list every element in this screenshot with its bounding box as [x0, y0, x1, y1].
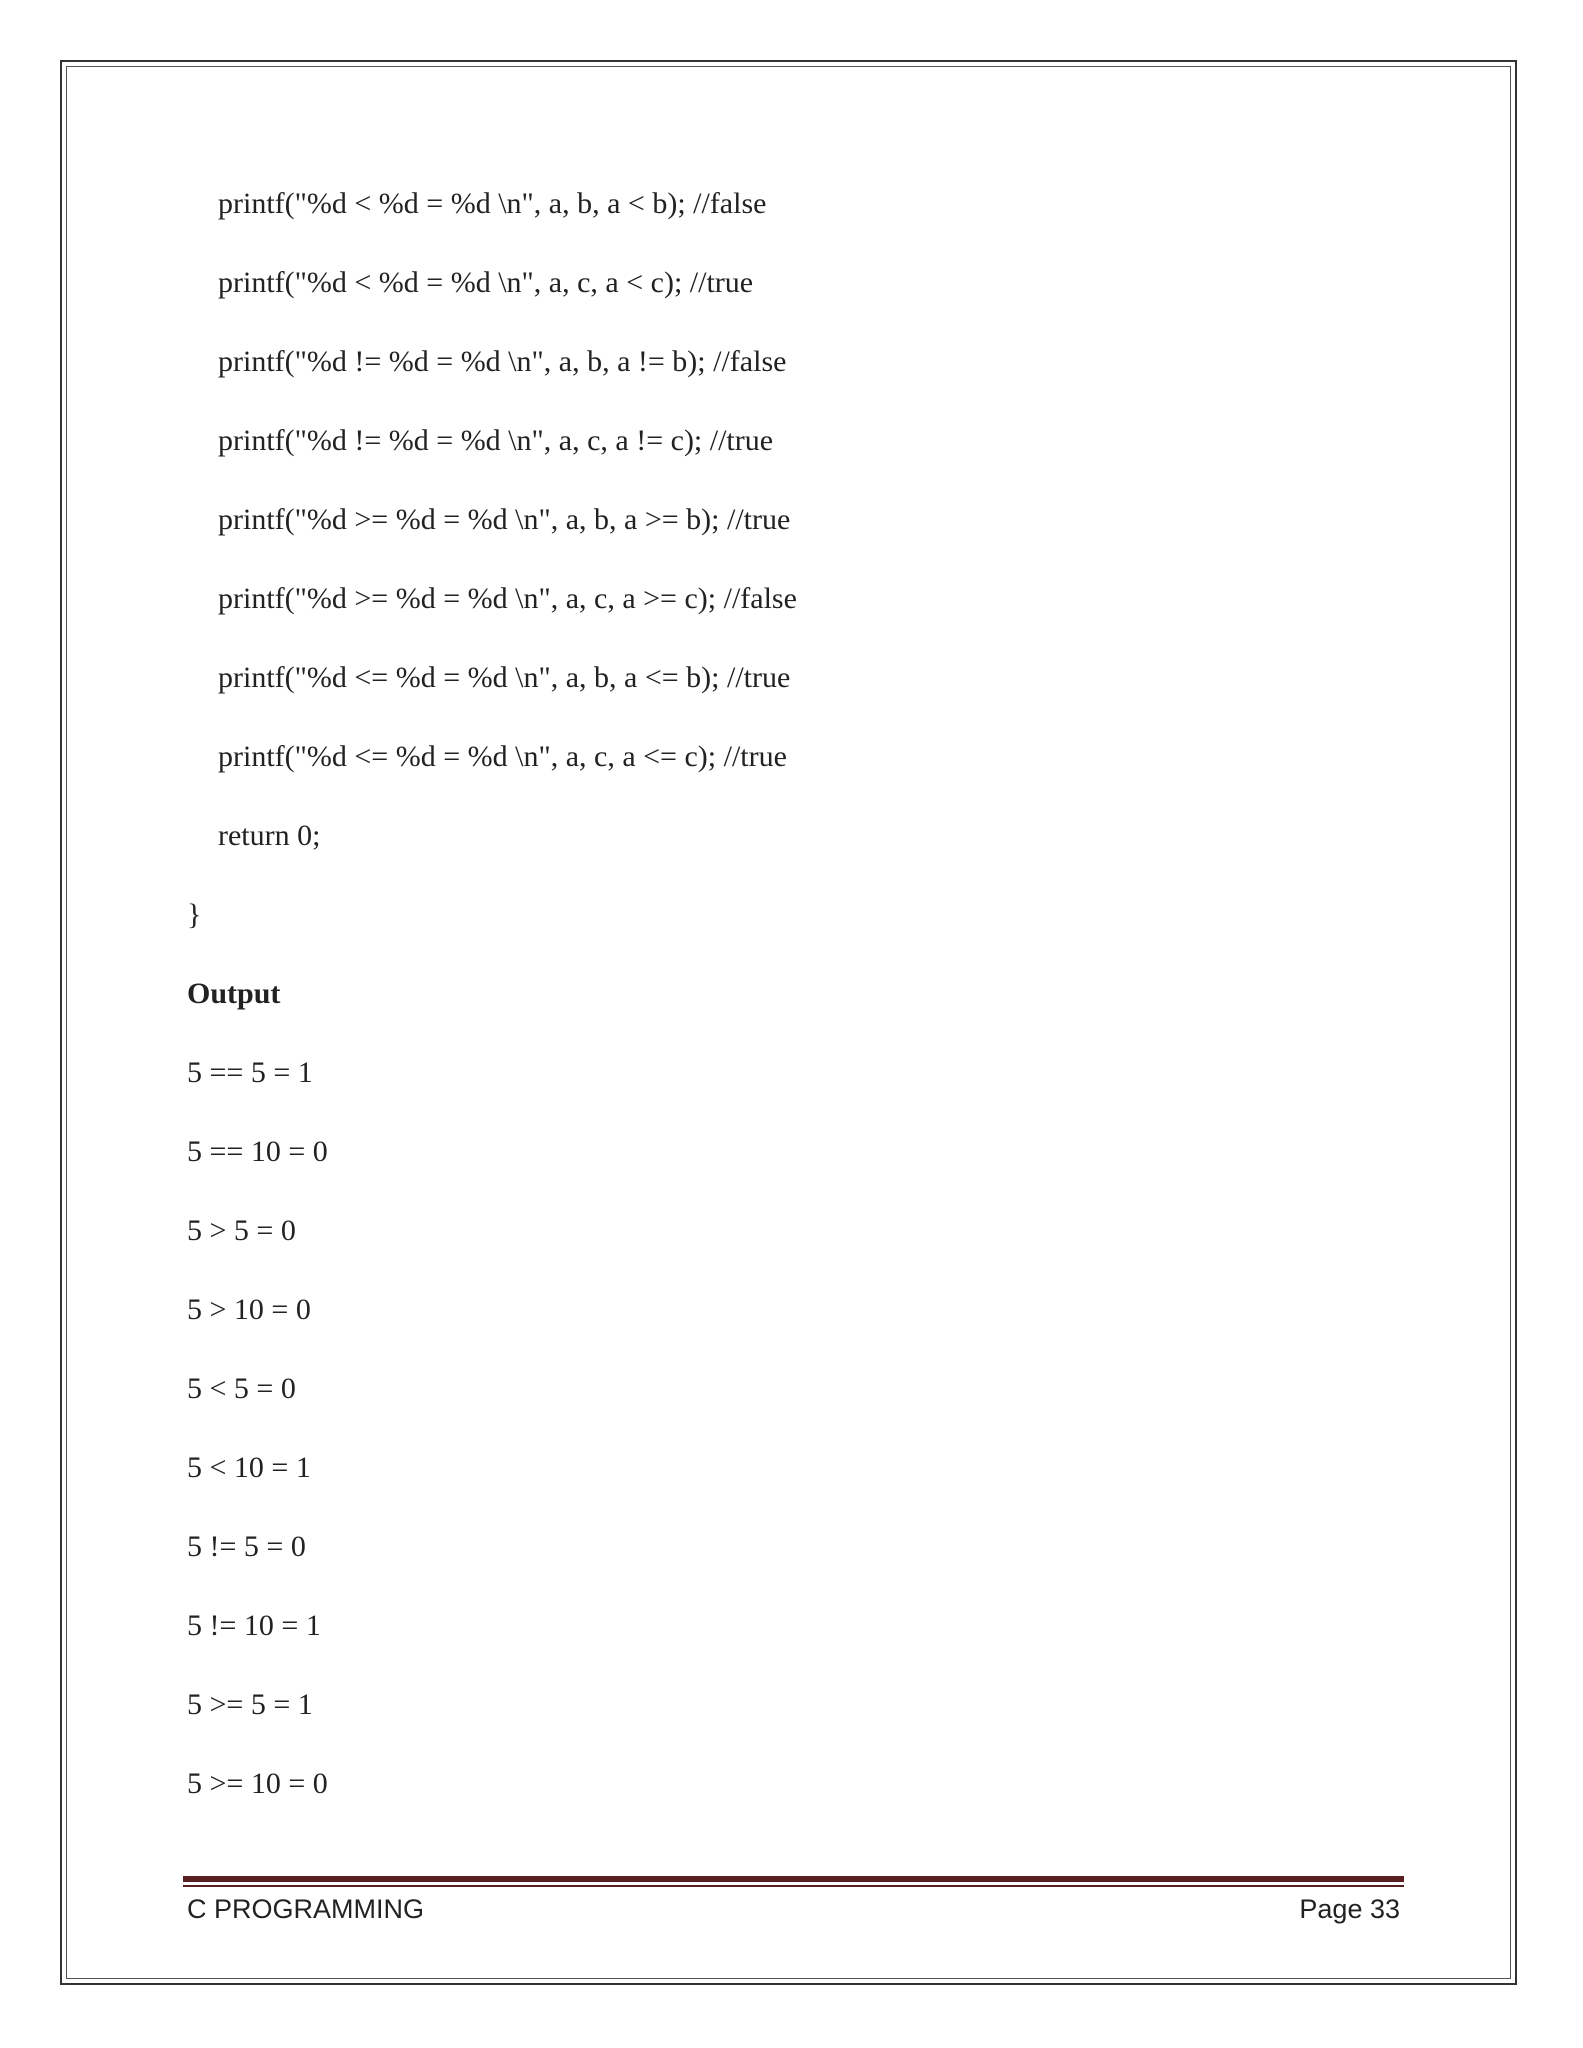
closing-brace: }	[187, 898, 202, 931]
output-line: 5 > 5 = 0	[187, 1214, 296, 1247]
footer-rule	[183, 1876, 1404, 1882]
footer-book-title: C PROGRAMMING	[187, 1894, 425, 1924]
output-line: 5 == 10 = 0	[187, 1135, 328, 1168]
output-line: 5 >= 10 = 0	[187, 1767, 328, 1800]
code-line: printf("%d != %d = %d \n", a, c, a != c); //true	[218, 424, 774, 457]
output-line: 5 > 10 = 0	[187, 1293, 311, 1326]
output-line: 5 >= 5 = 1	[187, 1688, 313, 1721]
footer-rule-thin	[183, 1885, 1404, 1887]
code-line: printf("%d < %d = %d \n", a, b, a < b); //false	[218, 187, 767, 220]
output-heading: Output	[187, 977, 281, 1010]
code-line: printf("%d != %d = %d \n", a, b, a != b); //false	[218, 345, 787, 378]
output-line: 5 != 5 = 0	[187, 1530, 306, 1563]
output-line: 5 == 5 = 1	[187, 1056, 313, 1089]
code-line: printf("%d <= %d = %d \n", a, c, a <= c); //true	[218, 740, 787, 773]
code-line: return 0;	[218, 819, 321, 852]
output-line: 5 < 10 = 1	[187, 1451, 311, 1484]
code-line: printf("%d < %d = %d \n", a, c, a < c); //true	[218, 266, 754, 299]
output-line: 5 != 10 = 1	[187, 1609, 321, 1642]
footer-page-number: Page 33	[1299, 1894, 1400, 1924]
code-line: printf("%d <= %d = %d \n", a, b, a <= b); //true	[218, 661, 791, 694]
output-line: 5 < 5 = 0	[187, 1372, 296, 1405]
code-line: printf("%d >= %d = %d \n", a, c, a >= c); //false	[218, 582, 797, 615]
code-line: printf("%d >= %d = %d \n", a, b, a >= b); //true	[218, 503, 791, 536]
